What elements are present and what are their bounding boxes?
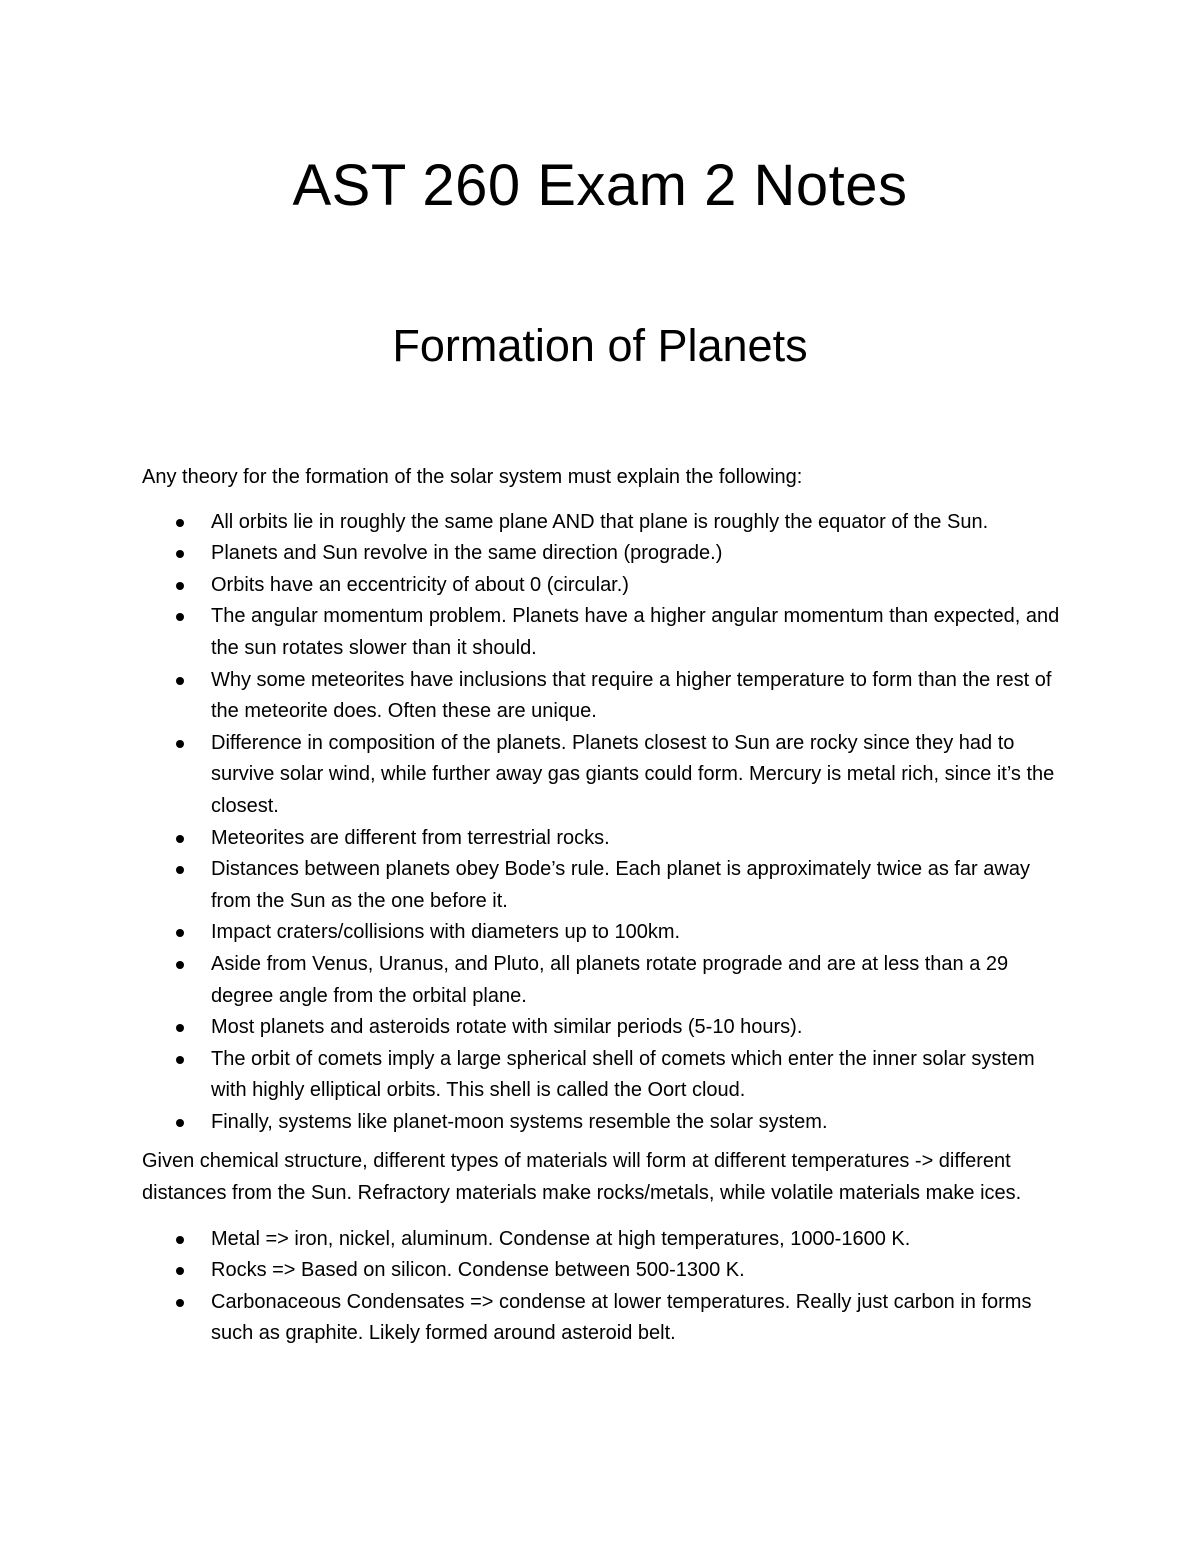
list-item-text: Metal => iron, nickel, aluminum. Condense at high temperatures, 1000-1600 K.: [211, 1227, 911, 1250]
bullet-icon: [176, 1299, 184, 1307]
bullet-icon: [176, 550, 184, 558]
bullet-icon: [176, 929, 184, 937]
list-item: [142, 949, 1072, 1012]
bullet-icon: [176, 1267, 184, 1275]
bullet-icon: [176, 1056, 184, 1064]
list-item: [142, 1107, 1072, 1139]
list-item-text: Most planets and asteroids rotate with similar periods (5-10 hours).: [211, 1016, 803, 1039]
list-item: [142, 601, 1072, 664]
list-item-text: The angular momentum problem. Planets have a higher angular momentum than expected, and the sun rotates slower than it should.: [211, 605, 1060, 659]
list-item-text: The orbit of comets imply a large spherical shell of comets which enter the inner solar system with highly elliptical orbits. This shell is called the Oort cloud.: [211, 1047, 1035, 1102]
list-item: [142, 1044, 1072, 1107]
list-item: [142, 1287, 1072, 1350]
list-item-text: Difference in composition of the planets. Planets closest to Sun are rocky since they had to survive solar wind, while further away gas giants could form. Mercury is metal rich, since it’s the closest.: [211, 731, 1055, 817]
list-item-text: Meteorites are different from terrestrial rocks.: [211, 826, 610, 849]
list-item-text: Planets and Sun revolve in the same direction (prograde.): [211, 542, 723, 565]
list-item: [142, 1255, 1072, 1287]
list-item: [142, 538, 1072, 570]
list-item: [142, 570, 1072, 602]
list-item: [142, 728, 1072, 823]
bullet-icon: [176, 740, 184, 748]
list-item: [142, 1224, 1072, 1256]
bullet-icon: [176, 961, 184, 969]
bullet-icon: [176, 1024, 184, 1032]
bullet-icon: [176, 677, 184, 685]
list-item: [142, 854, 1072, 917]
intro-paragraph: Any theory for the formation of the solar system must explain the following:: [142, 466, 803, 488]
bullet-icon: [176, 1236, 184, 1244]
bullet-icon: [176, 866, 184, 874]
bullet-icon: [176, 1119, 184, 1127]
materials-paragraph: Given chemical structure, different types of materials will form at different temperatures -> different distances from the Sun. Refractory materials make rocks/metals, while volatile materials make ices.: [142, 1150, 1022, 1205]
list-item-text: Orbits have an eccentricity of about 0 (circular.): [211, 573, 629, 596]
list-item: [142, 507, 1072, 539]
bullet-icon: [176, 582, 184, 590]
list-item: [142, 823, 1072, 855]
section-heading: Formation of Planets: [392, 320, 808, 371]
bullet-icon: [176, 519, 184, 527]
list-item-text: Why some meteorites have inclusions that require a higher temperature to form than the rest of the meteorite does. Often these are unique.: [211, 668, 1052, 723]
list-item: [142, 917, 1072, 949]
document-title: AST 260 Exam 2 Notes: [292, 153, 908, 218]
list-item: [142, 1012, 1072, 1044]
bullet-icon: [176, 835, 184, 843]
document-body: [142, 462, 1072, 1358]
list-item-text: Carbonaceous Condensates => condense at lower temperatures. Really just carbon in forms such as graphite. Likely formed around asteroid belt.: [211, 1290, 1032, 1345]
materials-list: [142, 1224, 1072, 1350]
bullet-icon: [176, 613, 184, 621]
list-item-text: Distances between planets obey Bode’s rule. Each planet is approximately twice as far away from the Sun as the one before it.: [211, 858, 1030, 912]
list-item: [142, 665, 1072, 728]
list-item-text: Aside from Venus, Uranus, and Pluto, all planets rotate prograde and are at less than a 29 degree angle from the orbital plane.: [211, 952, 1009, 1007]
list-item-text: Impact craters/collisions with diameters up to 100km.: [211, 921, 681, 944]
requirements-list: [142, 507, 1072, 1139]
list-item-text: All orbits lie in roughly the same plane AND that plane is roughly the equator of the Sun.: [211, 510, 989, 533]
list-item-text: Rocks => Based on silicon. Condense between 500-1300 K.: [211, 1259, 745, 1282]
list-item-text: Finally, systems like planet-moon systems resemble the solar system.: [211, 1110, 828, 1133]
